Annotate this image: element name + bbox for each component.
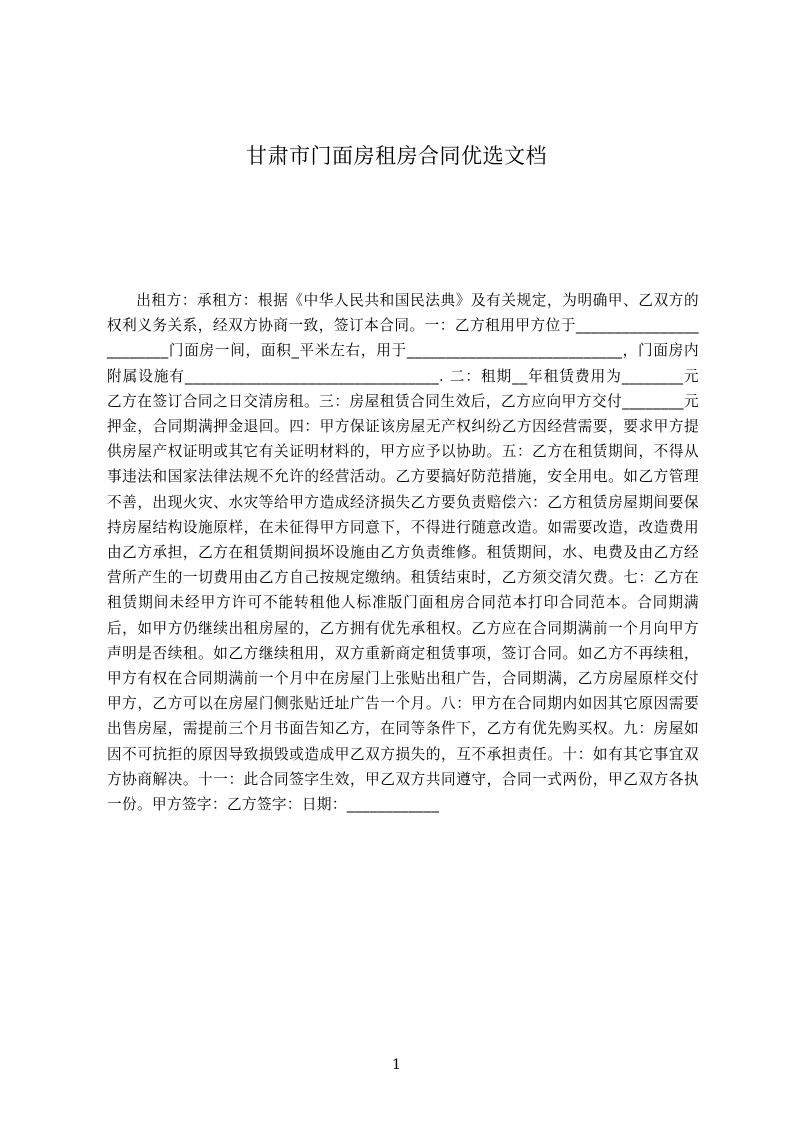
page-number: 1 <box>392 1057 401 1073</box>
contract-body-text: 出租方：承租方：根据《中华人民共和国民法典》及有关规定，为明确甲、乙双方的权利义务关系，经双方协商一致，签订本合同。一：乙方租用甲方位于________________________门面房一间，面积_平米左右，用于____________________________，门面房内附属设施有_________________________________. 二：租期__年租赁费用为________元乙方在签订合同之日交清房租。三：房屋租赁合同生效后，乙方应向甲方交付________元押金，合同期满押金退回。四：甲方保证该房屋无产权纠纷乙方因经营需要，要求甲方提供房屋产权证明或其它有关证明材料的，甲方应予以协助。五：乙方在租赁期间，不得从事违法和国家法律法规不允许的经营活动。乙方要搞好防范措施，安全用电。如乙方管理不善，出现火灾、水灾等给甲方造成经济损失乙方要负责赔偿六：乙方租赁房屋期间要保持房屋结构设施原样，在未征得甲方同意下，不得进行随意改造。如需要改造，改造费用由乙方承担，乙方在租赁期间损坏设施由乙方负责维修。租赁期间，水、电费及由乙方经营所产生的一切费用由乙方自己按规定缴纳。租赁结束时，乙方须交清欠费。七：乙方在租赁期间未经甲方许可不能转租他人标准版门面租房合同范本打印合同范本。合同期满后，如甲方仍继续出租房屋的，乙方拥有优先承租权。乙方应在合同期满前一个月向甲方声明是否续租。如乙方继续租用，双方重新商定租赁事项，签订合同。如乙方不再续租，甲方有权在合同期满前一个月中在房屋门上张贴出租广告，合同期满，乙方房屋原样交付甲方，乙方可以在房屋门侧张贴迁址广告一个月。八：甲方在合同期内如因其它原因需要出售房屋，需提前三个月书面告知乙方，在同等条件下，乙方有优先购买权。九：房屋如因不可抗拒的原因导致损毁或造成甲乙双方损失的，互不承担责任。十：如有其它事宜双方协商解决。十一：此合同签字生效，甲乙双方共同遵守，合同一式两份，甲乙双方各执一份。甲方签字：乙方签字：日期：____________ <box>107 292 699 814</box>
document-title: 甘肃市门面房租房合同优选文档 <box>246 144 547 168</box>
